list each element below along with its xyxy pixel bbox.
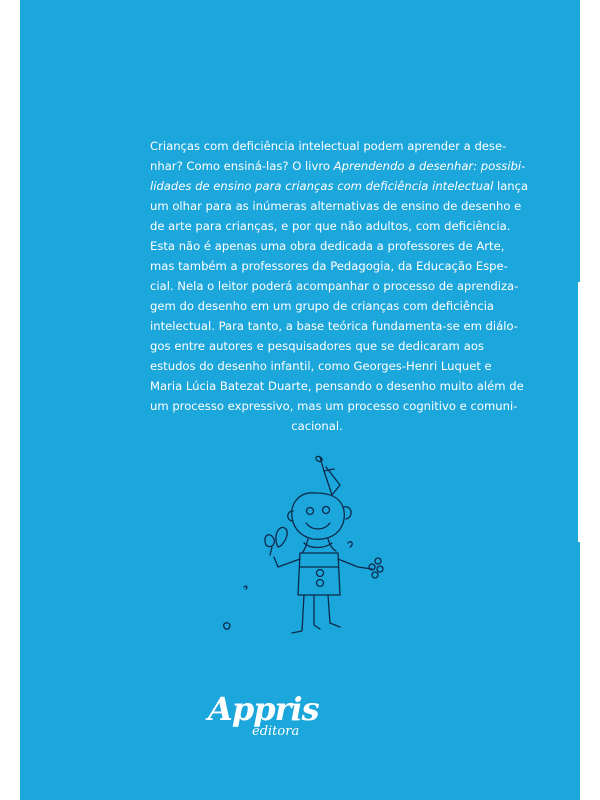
blurb-line: mas também a professores da Pedagogia, da Educação Espe- bbox=[150, 259, 508, 273]
publisher-logo bbox=[196, 690, 326, 750]
blurb-line: gem do desenho em um grupo de crianças com deficiência bbox=[150, 299, 495, 313]
blurb-line: Crianças com deficiência intelectual podem aprender a dese- bbox=[150, 139, 507, 153]
blurb-line: gos entre autores e pesquisadores que se dedicaram aos bbox=[150, 339, 484, 353]
book-title-part: Aprendendo a desenhar: possibi- bbox=[333, 159, 526, 173]
blurb-line: Maria Lúcia Batezat Duarte, pensando o desenho muito além de bbox=[150, 379, 524, 393]
blurb-line: lidades de ensino para crianças com deficiência intelectual lança bbox=[150, 179, 529, 193]
child-drawing-icon bbox=[220, 455, 400, 655]
blurb-line: Esta não é apenas uma obra dedicada a professores de Arte, bbox=[150, 239, 505, 253]
book-title-part: lidades de ensino para crianças com deficiência intelectual bbox=[150, 179, 494, 193]
blurb-line: nhar? Como ensiná-las? O livro Aprendendo a desenhar: possibi- bbox=[150, 159, 526, 173]
blurb-line: um processo expressivo, mas um processo cognitivo e comuni- bbox=[150, 399, 518, 413]
edge-divider bbox=[578, 282, 580, 542]
blurb-text bbox=[150, 136, 529, 436]
blurb-line: de arte para crianças, e por que não adultos, com deficiência. bbox=[150, 219, 511, 233]
back-cover bbox=[20, 0, 580, 800]
blurb-line: estudos do desenho infantil, como Georges-Henri Luquet e bbox=[150, 359, 492, 373]
publisher-name: Appris bbox=[208, 690, 319, 728]
blurb-line: cial. Nela o leitor poderá acompanhar o processo de aprendiza- bbox=[150, 279, 519, 293]
blurb-line: um olhar para as inúmeras alternativas de ensino de desenho e bbox=[150, 199, 522, 213]
publisher-sub: editora bbox=[252, 724, 300, 739]
blurb-line: intelectual. Para tanto, a base teórica fundamenta-se em diálo- bbox=[150, 319, 518, 333]
blurb-line: cacional. bbox=[291, 419, 343, 433]
